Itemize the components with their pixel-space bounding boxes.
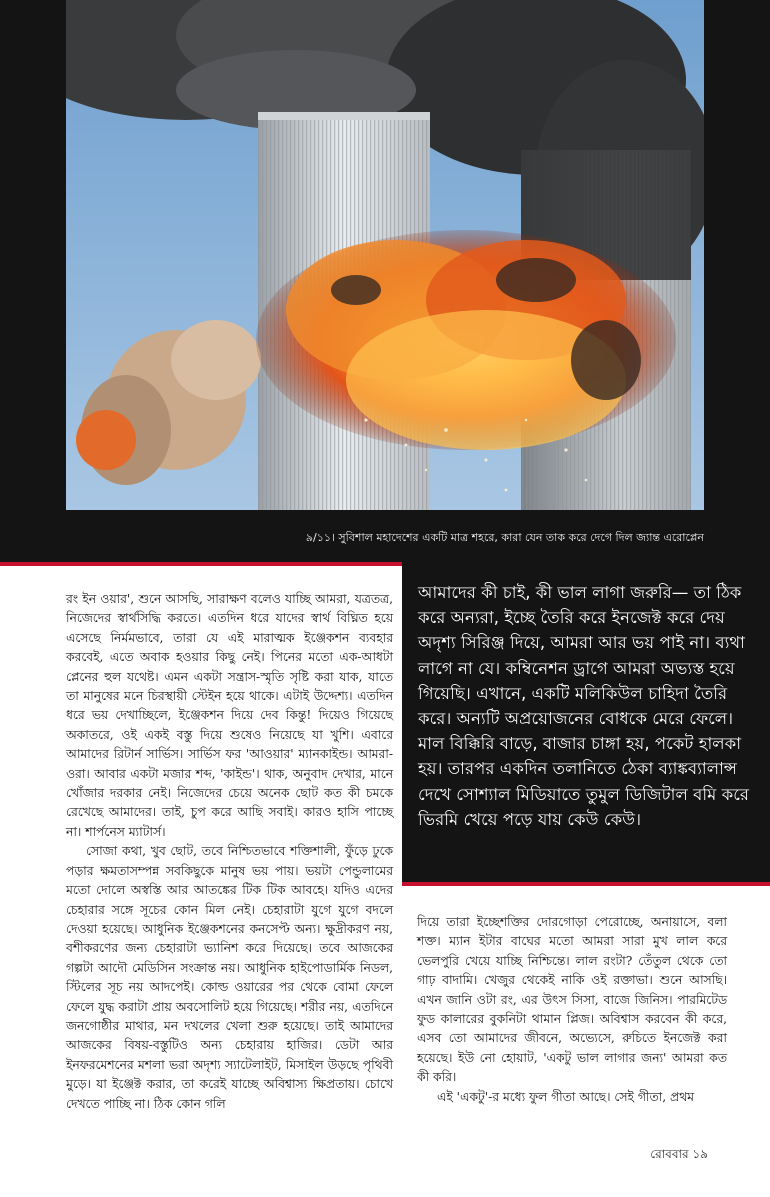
paragraph: দিয়ে তারা ইচ্ছেশক্তির দোরগোড়া পেরোচ্ছে, অনায়াসে, বলা শক্ত। ম্যান ইটার বাঘের মতো আমরা সারা মুখ লাল করে ভেলপুরি খেয়ে যাচ্ছি নিশ্চিন্তে। লাল রংটা? তেঁতুল থেকে তো গাঢ় বাদামি। খেজুর থেকেই নাকি ওই রক্তাভা। শুনে আসছি। এখন জানি ওটা রং, এর উৎস সিসা, বাজে জিনিস। পারমিটেড ফুড কালারের বুকনিটা থামান প্লিজ। অবিশ্বাস করবেন কী করে, এসব তো আমাদের জীবনে, অভ্যেসে, রুচিতে ইনজেক্ট করা হয়েছে। ইউ নো হোয়াট, 'একটু ভাল লাগার জন্য' আমরা কত কী করি। — [417, 915, 727, 1085]
page-folio: রোববার ১৯ — [650, 1147, 708, 1161]
pull-quote-box — [402, 562, 770, 886]
paragraph: রং ইন ওয়ার', শুনে আসছি, সারাক্ষণ বলেও যাচ্ছি আমরা, যত্রতত্র, নিজেদের স্বার্থসিদ্ধি করতে। এতদিন ধরে যাদের স্বার্থ বিঘ্নিত হয়ে এসেছে নির্মমভাবে, তারা যে এই মারাত্মক ইঞ্জেকশন ব্যবহার করবেই, এতে অবাক হওয়ার কিছু নেই। পিনের মতো এক-আধটা প্লেনের হুল যথেষ্ট। এমন একটা সন্ত্রাস-স্মৃতি সৃষ্টি করা যাক, যাতে তা মানুষের মনে চিরস্থায়ী স্টেইন হয়ে থাকে। এটাই উদ্দেশ্য। এতদিন ধরে ভয় দেখাচ্ছিলে, ইঞ্জেকশন দিয়ে দেব কিন্তু! দিয়েও গিয়েছে অকাতরে, ওই একই বস্তু দিয়ে শুষেও নিয়েছে যা খুশি। এবারে আমাদের রিটার্ন সার্ভিস। সার্ভিস ফর 'আওয়ার' ম্যানকাইন্ড। আমরা-ওরা। আবার একটা মজার শব্দ, 'কাইন্ড'। থাক, অনুবাদ দেখার, মানে খোঁজার দরকার নেই। নিজেদের চেয়ে অনেক ছোট কত কী চমকে রেখেছে আমাদের। তাই, চুপ করে আছি সবাই। কারও হাসি পাচ্ছে না। শার্পনেস ম্যাটার্স। — [66, 592, 393, 839]
paragraph: এই 'একটু'-র মধ্যে ফুল গীতা আছে। সেই গীতা, প্রথম — [437, 1089, 694, 1104]
article-column-left — [66, 590, 393, 1114]
pull-quote-text: আমাদের কী চাই, কী ভাল লাগা জরুরি— তা ঠিক করে অন্যরা, ইচ্ছে তৈরি করে ইনজেক্ট করে দেয় অদৃশ্য সিরিঞ্জ দিয়ে, আমরা আর ভয় পাই না। ব্যথা লাগে না যে। কম্বিনেশন ড্রাগে আমরা অভ্যস্ত হয়ে গিয়েছি। এখানে, একটি মলিকিউল চাহিদা তৈরি করে। অন্যটি অপ্রয়োজনের বোধকে মেরে ফেলে। মাল বিক্কিরি বাড়ে, বাজার চাঙ্গা হয়, পকেট হালকা হয়। তারপর একদিন তলানিতে ঠেকা ব্যাঙ্কব্যালান্স দেখে সোশ্যাল মিডিয়াতে তুমুল ডিজিটাল বমি করে ভিরমি খেয়ে পড়ে যায় কেউ কেউ। — [418, 583, 750, 829]
paragraph: সোজা কথা, খুব ছোট, তবে নিশ্চিতভাবে শক্তিশালী, ফুঁড়ে ঢুকে পড়ার ক্ষমতাসম্পন্ন সবকিছুকে মানুষ ভয় পায়। ভয়টা পেন্ডুলামের মতো দোলে অস্বস্তি আর আতঙ্কের টিক টিক আবহে। যদিও এদের চেহারার সঙ্গে সূচের কোন মিল নেই। চেহারাটা যুগে যুগে বদলে দেওয়া হয়েছে। আধুনিক ইঞ্জেকশনের কনসেপ্ট অন্য। ক্ষুদ্রীকরণ নয়, বশীকরণের জন্য চেহারাটা ভ্যানিশ করে দিয়েছে। তবে আজকের গল্পটা আদৌ মেডিসিন সংক্রান্ত নয়। আধুনিক হাইপোডার্মিক নিডল, স্টিলের সূচ নয় আদপেই। কোল্ড ওয়ারের পর থেকে বোমা ফেলে ফেলে যুদ্ধ করাটা প্রায় অবসোলিট হয়ে গিয়েছে। শরীর নয়, এতদিনে জনগোষ্ঠীর মাথার, মন দখলের খেলা শুরু হয়েছে। তাই আমাদের আজকের বিষয়-বস্তুটিও অন্য চেহারায় হাজির। ডেটা আর ইনফরমেশনের মশলা ভরা অদৃশ্য স্যাটেলাইট, মিসাইল উড়ছে পৃথিবী মুড়ে। যা ইঞ্জেক্ট করার, তা করেই যাচ্ছে অবিশ্বাস্য ক্ষিপ্রতায়। চোখে দেখতে পাচ্ছি না। ঠিক কোন গলি — [66, 844, 393, 1111]
twin-towers-illustration — [66, 0, 704, 510]
photo-caption: ৯/১১। সুবিশাল মহাদেশের একটি মাত্র শহরে, কারা যেন তাক করে দেগে দিল জ্যান্ত এরোপ্লেন — [305, 531, 704, 544]
article-column-right — [417, 913, 727, 1107]
accent-rule — [0, 562, 402, 566]
pull-quote-underline — [402, 882, 770, 886]
twin-towers-photo — [66, 0, 704, 510]
